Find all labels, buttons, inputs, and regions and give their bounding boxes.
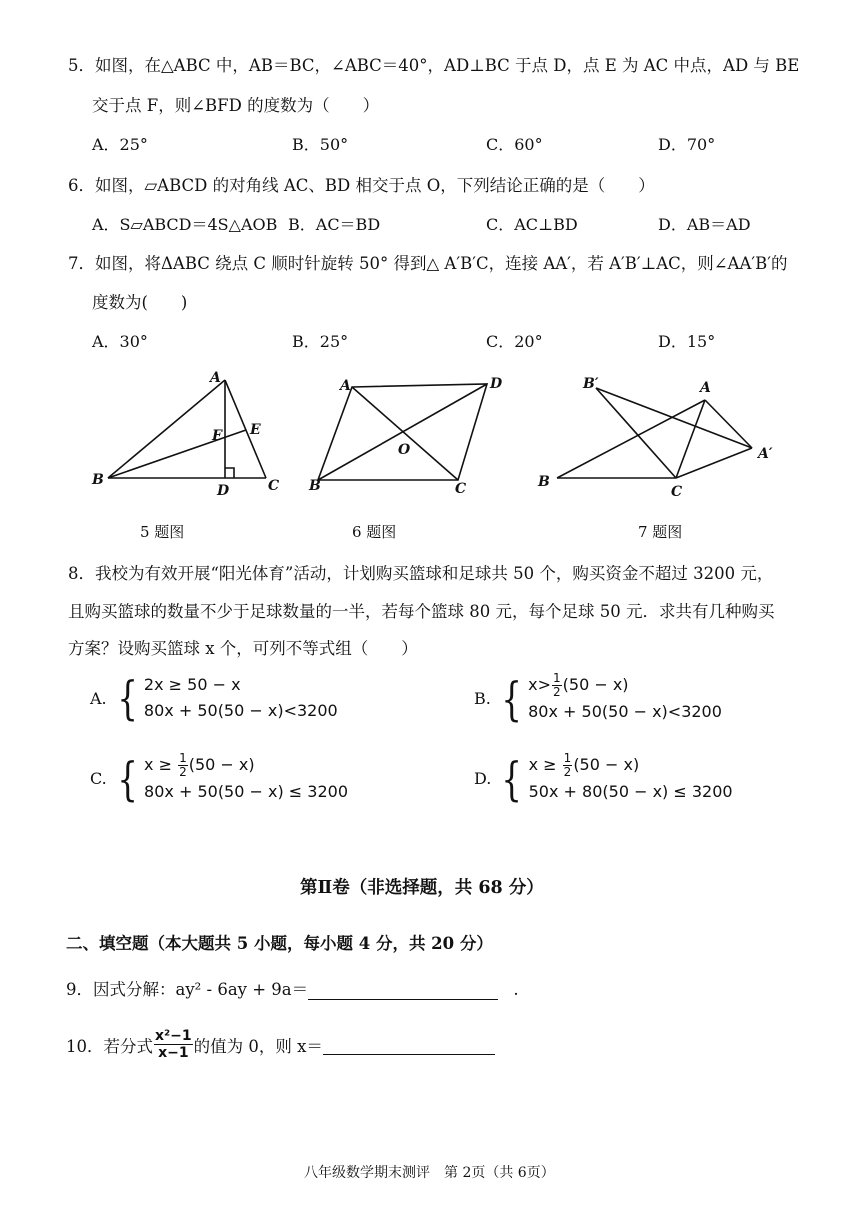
q9 [66, 976, 519, 1000]
fig5-label-c: C [268, 478, 280, 494]
half-denominator: 2 [563, 765, 572, 779]
q8-c-row1-pre: x ≥ [144, 755, 178, 774]
half-denominator: 2 [553, 685, 561, 699]
q8-option-a [90, 672, 338, 724]
fig6-label-d: D [490, 376, 503, 392]
q9-end: . [513, 980, 519, 999]
brace-icon: { [117, 671, 138, 725]
fig6-label-b: B [309, 478, 321, 494]
fig6-caption: 6 题图 [352, 523, 397, 541]
q10-denominator: x−1 [158, 1045, 189, 1061]
q5-line2: 交于点 F，则∠BFD 的度数为（ ） [92, 96, 380, 115]
fig6-label-o: O [398, 442, 411, 458]
q7-option-c: C．20° [486, 332, 543, 351]
section-fill-in-title: 二、填空题（本大题共 5 小题，每小题 4 分，共 20 分） [66, 934, 493, 953]
q7-option-d: D．15° [658, 332, 716, 351]
fig5-label-a: A [210, 370, 221, 386]
q5-option-b: B．50° [292, 135, 349, 154]
fig7-label-a-prime: A′ [758, 446, 773, 462]
half-numerator: 1 [179, 751, 187, 765]
q5-option-c: C．60° [486, 135, 543, 154]
half-numerator: 1 [553, 671, 561, 685]
brace-icon: { [117, 751, 138, 806]
q10 [66, 1028, 495, 1061]
q8-a-row1: 2x ≥ 50 − x [143, 675, 241, 694]
q8-a-row2: 80x + 50(50 − x)<3200 [143, 701, 338, 720]
page-footer: 八年级数学期末测评 第 2页（共 6页） [304, 1165, 555, 1181]
q8-option-d-label: D. [474, 769, 492, 788]
q10-numerator: x²−1 [155, 1028, 192, 1044]
q8-line1: 8．我校为有效开展“阳光体育”活动，计划购买篮球和足球共 50 个，购买资金不超过 3200 元， [68, 564, 774, 583]
q5-option-d: D．70° [658, 135, 716, 154]
fig7-label-c: C [671, 484, 683, 500]
fig7-label-a: A [700, 380, 711, 396]
figure-6 [318, 384, 487, 480]
q8-option-d [474, 752, 733, 805]
fig7-label-b: B [538, 474, 550, 490]
fig6-label-c: C [455, 481, 467, 497]
q9-answer-blank[interactable] [308, 981, 498, 1000]
fig5-label-f: F [212, 428, 222, 444]
q8-b-row1-post: (50 − x) [562, 675, 629, 694]
q8-b-row1-pre: x> [528, 675, 551, 694]
half-denominator: 2 [179, 765, 187, 779]
figure-7 [557, 388, 752, 478]
q8-option-b [474, 672, 722, 725]
q6-option-a: A．S▱ABCD＝4S△AOB [92, 215, 278, 234]
q6-option-d: D．AB＝AD [658, 215, 751, 234]
q10-answer-blank[interactable] [323, 1034, 495, 1055]
q10-pre: 10．若分式 [66, 1036, 153, 1056]
fig5-label-e: E [250, 422, 261, 438]
fig5-caption: 5 题图 [140, 523, 185, 541]
q6-option-c: C．AC⊥BD [486, 215, 578, 234]
fig7-caption: 7 题图 [638, 523, 683, 541]
q7-option-a: A．30° [92, 332, 148, 351]
q7-option-b: B．25° [292, 332, 349, 351]
q8-option-c [90, 752, 348, 805]
q8-line2: 且购买篮球的数量不少于足球数量的一半，若每个篮球 80 元，每个足球 50 元．求共有几种购买 [68, 602, 775, 621]
q7-line1: 7．如图，将ΔABC 绕点 C 顺时针旋转 50° 得到△ A′B′C，连接 AA′，若 A′B′⊥AC，则∠AA′B′的 [68, 254, 788, 273]
q8-option-a-label: A. [90, 688, 107, 708]
q9-text: 9．因式分解：ay² - 6ay + 9a＝ [66, 980, 309, 999]
figures-row [0, 360, 860, 510]
q8-c-row1-post: (50 − x) [188, 755, 255, 774]
q8-option-b-label: B. [474, 689, 491, 708]
fig5-label-b: B [92, 472, 104, 488]
q10-post: 的值为 0，则 x＝ [193, 1036, 323, 1056]
q6-line1: 6．如图，▱ABCD 的对角线 AC、BD 相交于点 O，下列结论正确的是（ ） [68, 176, 655, 195]
q5-line1: 5．如图，在△ABC 中，AB＝BC，∠ABC＝40°，AD⊥BC 于点 D，点 E 为 AC 中点，AD 与 BE [68, 56, 800, 75]
fig5-label-d: D [217, 483, 230, 499]
q5-option-a: A．25° [92, 135, 148, 154]
brace-icon: { [501, 751, 523, 806]
q8-b-row2: 80x + 50(50 − x)<3200 [528, 702, 722, 721]
q8-line3: 方案？设购买篮球 x 个，可列不等式组（ ） [68, 639, 418, 658]
part2-title: 第Ⅱ卷（非选择题，共 68 分） [300, 878, 544, 898]
brace-icon: { [501, 671, 522, 726]
q8-d-row1-post: (50 − x) [573, 755, 640, 774]
fig7-label-b-prime: B′ [583, 376, 599, 392]
half-numerator: 1 [563, 751, 572, 765]
q8-option-c-label: C. [90, 769, 107, 788]
figure-5 [108, 380, 266, 478]
fig6-label-a: A [340, 378, 351, 394]
q8-d-row2: 50x + 80(50 − x) ≤ 3200 [528, 782, 733, 801]
q8-c-row2: 80x + 50(50 − x) ≤ 3200 [144, 782, 348, 801]
q7-line2: 度数为( ) [92, 293, 188, 312]
q8-d-row1-pre: x ≥ [528, 755, 562, 774]
q6-option-b: B．AC＝BD [288, 215, 381, 234]
